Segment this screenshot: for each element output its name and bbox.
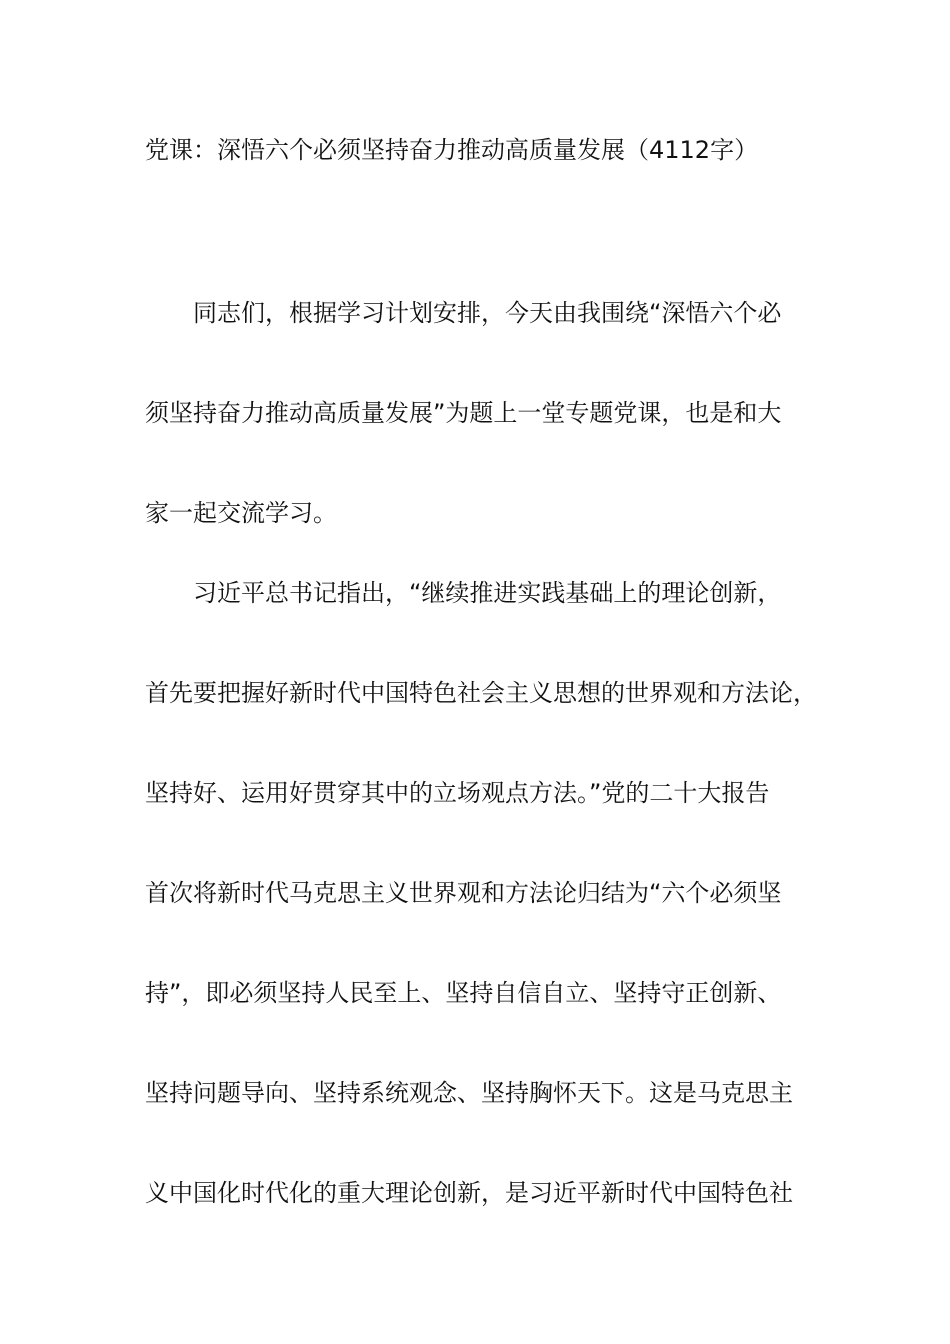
paragraph-line: 须坚持奋力推动高质量发展”为题上一堂专题党课，也是和大 [145, 399, 782, 427]
paragraph-line: 首先要把握好新时代中国特色社会主义思想的世界观和方法论， [145, 679, 817, 707]
paragraph-line: 坚持问题导向、坚持系统观念、坚持胸怀天下。这是马克思主 [145, 1079, 793, 1107]
paragraph-line: 坚持好、运用好贯穿其中的立场观点方法。”党的二十大报告 [145, 779, 770, 807]
paragraph-line: 持”，即必须坚持人民至上、坚持自信自立、坚持守正创新、 [145, 979, 782, 1007]
paragraph-line: 同志们，根据学习计划安排，今天由我围绕“深悟六个必 [193, 299, 782, 327]
document-title: 党课：深悟六个必须坚持奋力推动高质量发展（4112字） [145, 136, 759, 164]
paragraph-line: 家一起交流学习。 [145, 499, 337, 527]
paragraph-line: 首次将新时代马克思主义世界观和方法论归结为“六个必须坚 [145, 879, 782, 907]
paragraph-line: 义中国化时代化的重大理论创新，是习近平新时代中国特色社 [145, 1179, 793, 1207]
paragraph-line: 习近平总书记指出，“继续推进实践基础上的理论创新， [193, 579, 782, 607]
